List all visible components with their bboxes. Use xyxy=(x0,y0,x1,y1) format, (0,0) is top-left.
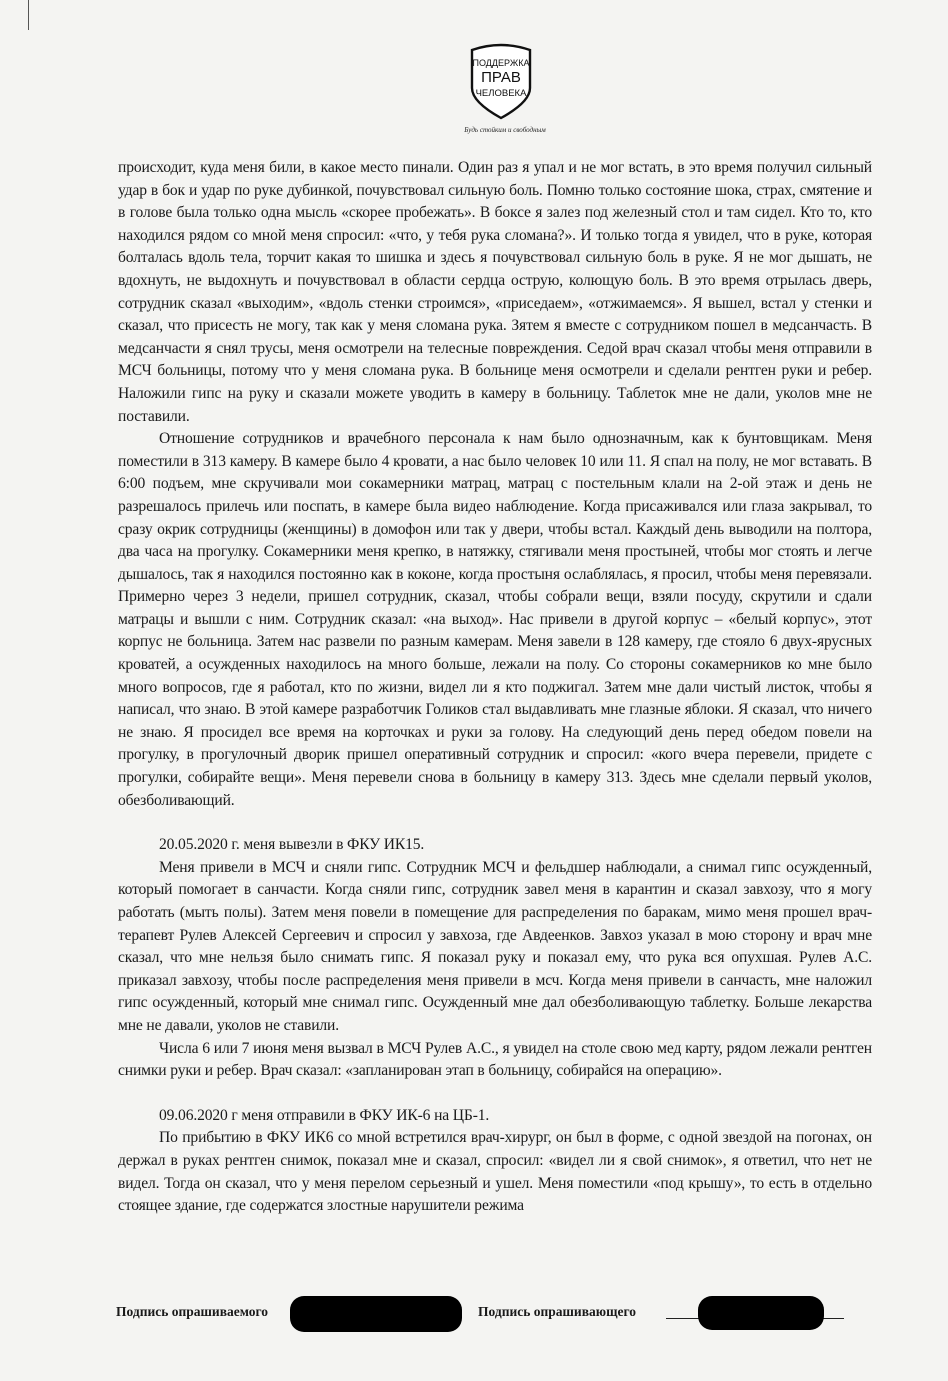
svg-text:ПРАВ: ПРАВ xyxy=(481,69,521,86)
shield-icon xyxy=(466,40,536,120)
paragraph: происходит, куда меня били, в какое место пинали. Один раз я упал и не мог встать, в это время получил сильный удар в бок и удар по руке дубинкой, почувствовал сильную боль. Помню только состояние шока, страх, смятение и в голове была только одна мысль «скорее пробежать». В боксе я залез под железный стол и там сидел. Кто то, кто находился рядом со мной меня спросил: «что, у тебя рука сломана?». И только тогда я увидел, что в руке, которая болталась вдоль тела, торчит какая то шишка и здесь я почувствовал сильную боль в руке. Я не мог дышать, не вдохнуть, не выдохнуть и почувствовал в области сердца острую, колющую боль. В это время отрылась дверь, сотрудник сказал «выходим», «вдоль стенки строимся», «приседаем», «отжимаемся». Я вышел, встал у стенки и сказал, что присесть не могу, так как у меня сломана рука. Зятем я вместе с сотрудником пошел в медсанчасть. В медсанчасти я снял трусы, меня осмотрели на телесные повреждения. Седой врач сказал чтобы меня отправили в МСЧ больницы, потому что у меня сломана рука. В больнице меня осмотрели и сделали рентген руки и ребер. Наложили гипс на руку и сказали можете уводить в камеру в больницу. Таблеток мне не дали, уколов мне не поставили. xyxy=(118,159,872,425)
document-body xyxy=(118,157,872,1218)
paper-edge xyxy=(28,0,29,30)
redacted-signature xyxy=(290,1296,462,1332)
paragraph: Отношение сотрудников и врачебного персонала к нам было однозначным, как к бунтовщикам. Меня поместили в 313 камеру. В камере было 4 кровати, а нас было человек 10 или 11. Я спал на полу, не мог вставать. В 6:00 подъем, мне скручивали мои сокамерники матрац, матрац с постельным клали на 2-ой этаж и день не разрешалось прилечь или поспать, в камере была видео наблюдение. Когда присаживался или глаза закрывал, то сразу окрик сотрудницы (женщины) в домофон или так у двери, чтобы встал. Каждый день выводили на полтора, два часа на прогулку. Сокамерники меня крепко, в натяжку, стягивали меня простыней, чтобы мог стоять и легче дышалось, так я находился постоянно как в коконе, когда простыня ослаблялась, я просил, чтобы меня перевязали. Примерно через 3 недели, пришел сотрудник, сказал, чтобы собрали вещи, взяли посуду, скрутили и сдали матрацы и вышли с ним. Сотрудник сказал: «на выход». Нас привели в другой корпус – «белый корпус», этот корпус не больница. Затем нас развели по разным камерам. Меня завели в 128 камеру, где стояло 6 двух-ярусных кроватей, а осужденных находилось на много больше, лежали на полу. Со стороны сокамерников ко мне было много вопросов, где я работал, кто по жизни, видел ли я кто поджигал. Затем мне дали чистый листок, чтобы я написал, что знаю. В этой камере разработчик Голиков стал выдавливать мне глазные яблоки. Я сказал, что ничего не знаю. Я просидел все время на корточках и руки за голову. На следующий день перед обедом повели на прогулку, в прогулочный дворик пришел оперативный сотрудник и спросил: «кого вчера перевели, придете с прогулки, собирайте вещи». Меня перевели снова в больницу в камеру 313. Здесь мне сделали первый уколов, обезболивающий. xyxy=(118,430,872,809)
interviewee-signature-label: Подпись опрашиваемого xyxy=(116,1304,269,1319)
svg-text:ЧЕЛОВЕКА: ЧЕЛОВЕКА xyxy=(475,88,527,99)
redacted-signature xyxy=(698,1296,824,1330)
organization-logo xyxy=(466,40,536,120)
paragraph: Числа 6 или 7 июня меня вызвал в МСЧ Рулев А.С., я увидел на столе свою мед карту, рядом лежали рентген снимки руки и ребер. Врач сказал: «запланирован этап в больницу, собирайся на операцию». xyxy=(118,1039,872,1080)
section-date-heading: 09.06.2020 г меня отправили в ФКУ ИК-6 на ЦБ-1. xyxy=(159,1106,490,1124)
logo-tagline: Будь стойким и свободным xyxy=(464,126,546,134)
interviewer-signature-label: Подпись опрашивающего xyxy=(478,1304,637,1319)
svg-text:ПОДДЕРЖКА: ПОДДЕРЖКА xyxy=(472,58,530,68)
section-date-heading: 20.05.2020 г. меня вывезли в ФКУ ИК15. xyxy=(159,836,425,854)
signature-row xyxy=(116,1298,876,1338)
paragraph: По прибытию в ФКУ ИК6 со мной встретился врач-хирург, он был в форме, с одной звездой на погонах, он держал в руках рентген снимок, показал мне и сказал, спросил: «видел ли я свой снимок», я ответил, что нет не видел. Тогда он сказал, что у меня перелом серьезный и ушел. Меня поместили «под крышу», то есть в отдельно стоящее здание, где содержатся злостные нарушители режима xyxy=(118,1129,872,1215)
paragraph: Меня привели в МСЧ и сняли гипс. Сотрудник МСЧ и фельдшер наблюдали, а снимал гипс осужденный, который помогает в санчасти. Когда сняли гипс, сотрудник завел меня в карантин и сказал завхозу, что я могу работать (мыть полы). Затем меня повели в помещение для распределения по баракам, мимо меня прошел врач-терапевт Рулев Алексей Сергеевич и спросил у завхоза, где Авдеенков. Завхоз указал в мою сторону и врач мне сказал, что мне нельзя было снимать гипс. Я показал руку и показал ему, что рука вся опухшая. Рулев А.С. приказал завхозу, чтобы после распределения меня привели в мсч. Когда меня привели в санчасть, мне наложил гипс осужденный, который мне снимал гипс. Осужденный мне дал обезболивающую таблетку. Больше лекарства мне не давали, уколов не ставили. xyxy=(118,858,872,1034)
